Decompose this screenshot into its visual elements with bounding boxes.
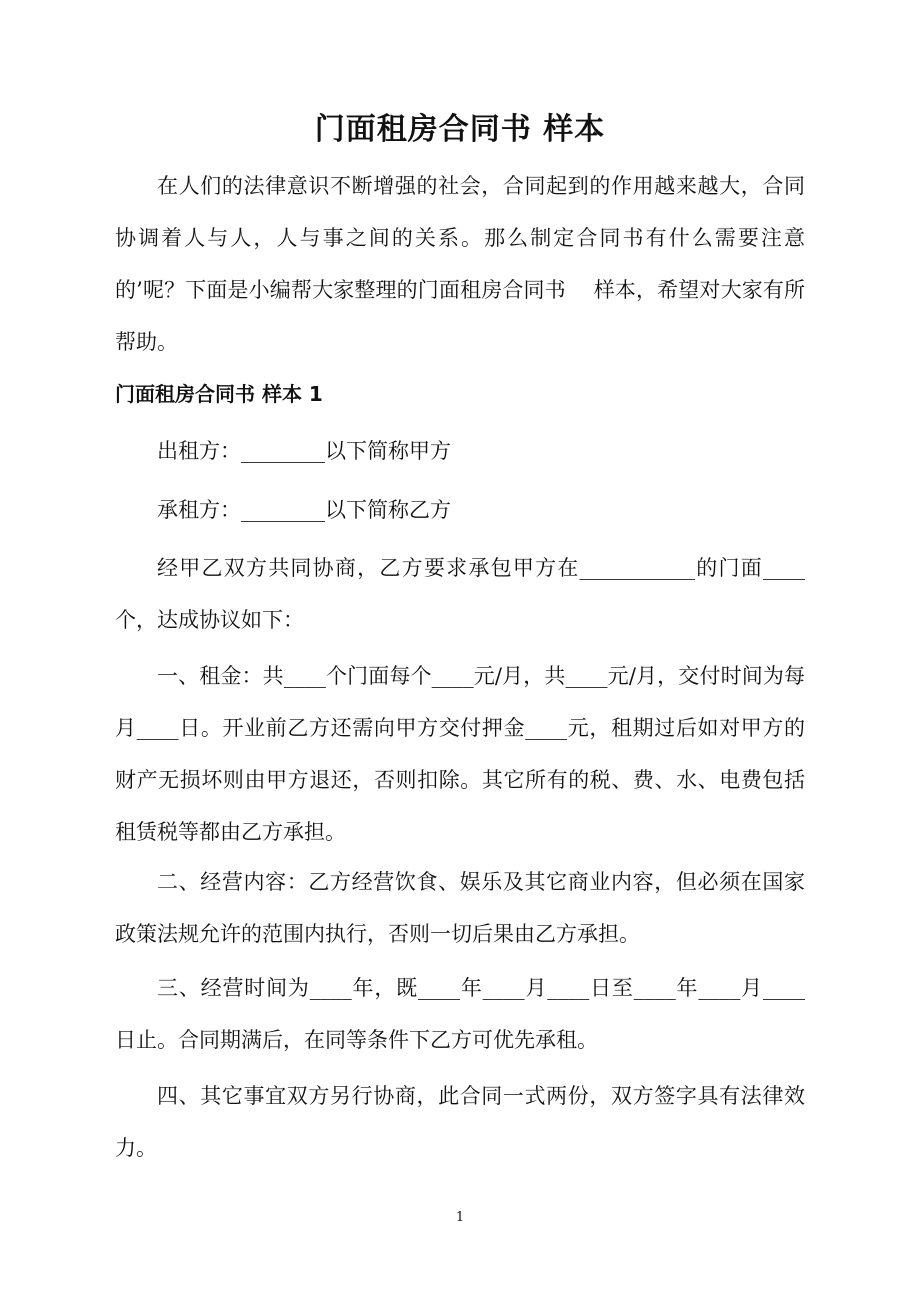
intro-paragraph: 在人们的法律意识不断增强的社会，合同起到的作用越来越大，合同协调着人与人，人与事之间的关系。那么制定合同书有什么需要注意的’呢？下面是小编帮大家整理的门面租房合同书 样本，希望对大家有所帮助。 [115,174,805,354]
document-title: 门面租房合同书 样本 [314,112,606,147]
lessor-line: 出租方：________以下简称甲方 [157,439,451,463]
clause-rent-paragraph: 一、租金：共____个门面每个____元/月，共____元/月，交付时间为每月____日。开业前乙方还需向甲方交付押金____元，租期过后如对甲方的财产无损坏则由甲方退还，否则扣除。其它所有的税、费、水、电费包括租赁税等都由乙方承担。 [115,664,805,844]
lessee-line: 承租方：________以下简称乙方 [157,498,451,522]
clause-business-paragraph: 二、经营内容：乙方经营饮食、娱乐及其它商业内容，但必须在国家政策法规允许的范围内执行，否则一切后果由乙方承担。 [115,870,805,946]
section-heading: 门面租房合同书 样本 1 [115,382,323,406]
clause-other-paragraph: 四、其它事宜双方另行协商，此合同一式两份，双方签字具有法律效力。 [115,1084,805,1160]
clause-intro-paragraph: 经甲乙双方共同协商，乙方要求承包甲方在___________的门面____个，达成协议如下： [115,556,805,632]
clause-term-paragraph: 三、经营时间为____年，既____年____月____日至____年____月____日止。合同期满后，在同等条件下乙方可优先承租。 [115,976,805,1052]
page-number: 1 [455,1210,465,1225]
